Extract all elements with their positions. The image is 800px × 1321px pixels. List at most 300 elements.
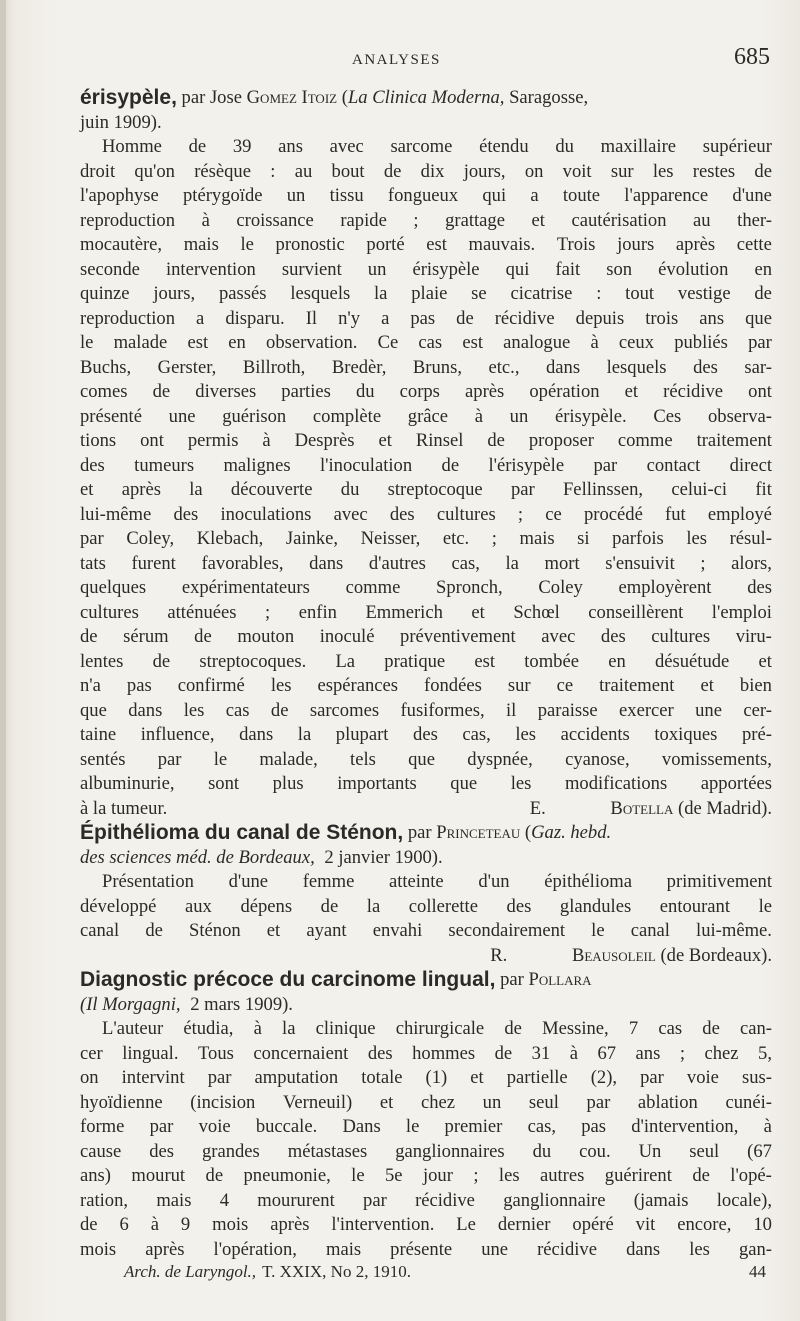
text-word: ;: [473, 1165, 479, 1186]
text-word: l'apophyse: [80, 185, 159, 206]
text-word: le: [758, 895, 772, 917]
text-word: quelques: [80, 577, 147, 598]
text-run: Gomez Itoiz: [246, 87, 338, 108]
text-word: d'un: [478, 871, 510, 892]
text-word: métastases: [287, 1140, 368, 1162]
text-word: du: [555, 136, 574, 157]
text-word: de: [754, 283, 772, 304]
text-word: Emmerich: [365, 601, 443, 623]
text-word: (67: [747, 1140, 772, 1162]
text-word: n'y: [338, 307, 361, 329]
text-line: [80, 160, 772, 185]
text-word: par: [157, 748, 182, 770]
text-word: le: [213, 748, 228, 770]
text-word: employèrent: [618, 577, 712, 598]
text-line: [80, 723, 772, 748]
text-word: primitivement: [666, 871, 772, 892]
text-word: a: [530, 185, 539, 206]
text-word: un: [367, 258, 387, 280]
text-word: et: [470, 1067, 484, 1088]
text-word: gan-: [738, 1238, 772, 1260]
text-word: jour: [422, 1165, 453, 1186]
text-word: de: [194, 626, 212, 647]
text-word: la: [297, 724, 312, 745]
text-word: de: [320, 895, 339, 917]
text-word: Coley: [538, 577, 583, 598]
text-word: Verneuil): [283, 1091, 353, 1113]
text-word: sus-: [741, 1067, 772, 1088]
text-word: de: [702, 1018, 720, 1039]
text-run: à la tumeur.: [80, 797, 168, 819]
text-word: un: [482, 1091, 502, 1113]
text-word: de: [152, 650, 171, 672]
text-line: [80, 1189, 772, 1214]
text-run: juin 1909).: [80, 111, 162, 133]
text-word: cause: [80, 1140, 122, 1162]
text-word: totale: [361, 1067, 403, 1088]
text-line: [80, 968, 772, 993]
text-word: ans: [278, 136, 303, 157]
text-line: [80, 1213, 772, 1238]
text-run: La Clinica Moderna,: [347, 87, 505, 108]
text-word: par: [80, 528, 104, 549]
text-word: récidive: [415, 1189, 475, 1211]
text-word: taine: [80, 724, 117, 745]
text-word: plus: [272, 773, 304, 794]
text-word: amputation: [254, 1067, 339, 1088]
text-word: a: [196, 307, 205, 329]
text-word: traitement: [696, 430, 772, 451]
text-line: [80, 1017, 772, 1042]
text-word: guérison: [222, 405, 287, 427]
text-word: pneumonie,: [243, 1165, 331, 1186]
text-word: contact: [646, 454, 701, 476]
text-word: secondairement: [448, 920, 566, 941]
text-line: [80, 895, 772, 920]
text-word: épithélioma: [544, 871, 633, 892]
text-word: les: [270, 675, 292, 696]
text-word: jours,: [153, 283, 196, 304]
text-line: [80, 797, 772, 822]
text-word: que: [450, 773, 478, 794]
text-word: ganglionnaire: [503, 1189, 606, 1211]
text-word: hyoïdienne: [80, 1091, 163, 1113]
text-word: qu'on: [134, 160, 175, 182]
text-word: des: [600, 626, 626, 647]
text-word: Bredèr,: [331, 356, 387, 378]
text-word: favorables,: [201, 552, 284, 574]
text-word: à: [201, 209, 210, 231]
body-text: [80, 86, 772, 1262]
text-word: résèque: [194, 160, 251, 182]
text-run: (de Madrid).: [673, 797, 772, 819]
text-word: une: [695, 699, 722, 721]
text-word: grattage: [445, 209, 505, 231]
text-word: d'une: [732, 185, 772, 206]
text-line: [80, 307, 772, 332]
text-word: premier: [444, 1116, 503, 1137]
text-line: [80, 233, 772, 258]
text-word: L'auteur: [102, 1018, 164, 1039]
text-word: du: [355, 381, 375, 402]
text-word: procédé: [583, 503, 643, 525]
text-word: de: [80, 626, 98, 647]
text-word: (incision: [190, 1091, 256, 1113]
text-word: ;: [413, 209, 419, 231]
text-run: par: [403, 822, 437, 843]
text-word: récidive: [663, 381, 724, 402]
text-word: Schœl: [513, 601, 560, 623]
text-run: des sciences méd. de Bordeaux,: [80, 846, 315, 868]
text-word: voie: [686, 1067, 719, 1088]
text-word: développé: [80, 895, 157, 917]
text-word: Ce: [377, 332, 399, 353]
text-run: Princeteau: [436, 822, 521, 843]
text-word: un: [509, 405, 529, 427]
text-word: reproduction: [80, 307, 176, 329]
text-word: 4: [219, 1189, 230, 1211]
text-word: seul: [528, 1091, 559, 1113]
text-word: mais: [325, 1238, 362, 1260]
text-word: jours: [617, 234, 655, 255]
text-word: bout: [331, 160, 365, 182]
text-word: cultures: [80, 601, 139, 623]
text-word: inoculations: [220, 503, 312, 525]
text-word: modifications: [564, 773, 668, 794]
text-run: par Jose: [176, 87, 247, 108]
text-word: l'intervention.: [331, 1214, 435, 1235]
text-word: récidive: [494, 307, 555, 329]
text-word: aux: [185, 895, 212, 917]
text-run: 2 janvier 1900).: [319, 846, 443, 868]
text-word: cas,: [462, 724, 491, 745]
text-word: érisypèle: [412, 258, 480, 280]
text-line: [80, 86, 772, 111]
text-word: étendu: [479, 136, 529, 157]
text-word: tout: [625, 283, 655, 304]
text-word: le: [405, 1116, 420, 1137]
text-word: de: [80, 1214, 98, 1235]
text-word: lingual.: [122, 1042, 179, 1064]
footer: [80, 1262, 772, 1287]
text-run: Saragosse,: [504, 87, 589, 108]
text-word: de: [145, 920, 163, 941]
text-word: encore,: [677, 1214, 732, 1235]
text-word: présente: [390, 1238, 453, 1260]
text-word: après: [121, 479, 161, 500]
text-line: [80, 282, 772, 307]
text-word: 7: [628, 1018, 639, 1039]
text-word: des: [389, 503, 415, 525]
text-word: dernier: [497, 1214, 551, 1235]
text-line: [80, 944, 772, 969]
text-word: à: [474, 405, 483, 427]
text-word: 31: [531, 1042, 551, 1064]
text-line: [80, 454, 772, 479]
text-word: seul: [689, 1140, 720, 1162]
text-word: de: [494, 1042, 513, 1064]
text-word: un: [286, 185, 306, 206]
text-word: voit: [562, 160, 592, 182]
text-word: à: [150, 1214, 159, 1235]
text-word: toute: [562, 185, 601, 206]
text-word: la: [374, 283, 388, 304]
text-word: dans: [309, 552, 344, 574]
text-word: croissance: [236, 209, 314, 231]
page-number: 685: [734, 44, 770, 70]
text-word: Fellinssen,: [562, 479, 644, 500]
text-word: vit: [635, 1214, 656, 1235]
text-word: ceux: [618, 332, 655, 353]
footer-volume: T. XXIX, No 2, 1910.: [262, 1262, 411, 1281]
text-word: (2),: [590, 1067, 618, 1088]
text-word: pas: [581, 1116, 606, 1137]
text-word: l'inoculation: [319, 454, 413, 476]
text-word: est: [426, 234, 447, 255]
text-word: l'opé-: [730, 1165, 772, 1186]
text-word: analogue: [503, 332, 571, 353]
text-line: [80, 576, 772, 601]
text-word: plupart: [335, 724, 389, 745]
text-line: [80, 209, 772, 234]
text-line: [80, 552, 772, 577]
text-word: Rinsel: [415, 430, 464, 451]
text-word: observa-: [707, 405, 772, 427]
text-word: et: [378, 430, 392, 451]
text-word: confirmé: [177, 675, 245, 696]
text-word: d'une: [228, 871, 269, 892]
text-word: 10: [753, 1214, 772, 1235]
text-word: à: [590, 332, 599, 353]
text-word: proposer: [528, 430, 594, 451]
text-word: tissu: [329, 185, 364, 206]
text-word: sur: [610, 160, 634, 182]
text-word: par: [363, 1189, 387, 1211]
text-word: ;: [491, 528, 497, 549]
text-word: Le: [456, 1214, 476, 1235]
text-word: Neisser,: [360, 528, 421, 549]
text-word: de: [754, 160, 772, 182]
text-word: des: [693, 356, 718, 378]
text-word: etc.,: [488, 356, 520, 378]
text-word: et: [700, 675, 714, 696]
text-word: ce: [556, 675, 574, 696]
text-word: ont: [140, 430, 164, 451]
text-word: après: [145, 1238, 185, 1260]
text-word: cer-: [743, 699, 772, 721]
text-word: une: [168, 405, 196, 427]
text-word: en: [608, 650, 626, 672]
text-word: de: [188, 136, 207, 157]
text-line: [80, 870, 772, 895]
text-word: locale),: [716, 1189, 772, 1211]
text-word: corps: [399, 381, 440, 402]
text-word: les: [183, 699, 205, 721]
text-word: diverses: [195, 381, 257, 402]
text-word: passés: [219, 283, 267, 304]
text-line: [80, 699, 772, 724]
text-word: par: [593, 454, 618, 476]
footer-journal: Arch. de Laryngol.,: [124, 1262, 257, 1281]
text-run: Gaz. hebd.: [531, 822, 612, 843]
text-word: restes: [692, 160, 736, 182]
text-word: concernaient: [253, 1042, 349, 1064]
text-word: fondées: [424, 675, 482, 696]
text-word: mourut: [131, 1165, 186, 1186]
text-word: 67: [597, 1042, 617, 1064]
text-line: [80, 772, 772, 797]
text-word: cas,: [451, 552, 480, 574]
text-word: et: [471, 601, 485, 623]
text-word: intervint: [121, 1067, 185, 1088]
text-word: chirurgicale: [395, 1018, 485, 1039]
text-word: Billroth,: [242, 356, 306, 378]
text-word: des: [80, 454, 105, 476]
article-heading: Diagnostic précoce du carcinome lingual,: [80, 968, 496, 991]
text-word: ans): [80, 1165, 111, 1186]
text-word: lui-même.: [696, 920, 772, 941]
text-line: [80, 429, 772, 454]
text-word: cyanose,: [565, 748, 630, 770]
text-word: bien: [739, 675, 772, 696]
text-word: mais: [519, 528, 555, 549]
text-word: sérum: [123, 626, 169, 647]
text-word: survient: [281, 258, 342, 280]
text-word: se: [471, 283, 487, 304]
text-word: le: [80, 332, 94, 353]
text-word: buccale.: [255, 1116, 318, 1137]
text-word: hommes: [412, 1042, 476, 1064]
text-word: les: [515, 724, 537, 745]
text-word: est: [474, 650, 496, 672]
text-word: etc.: [442, 528, 470, 549]
text-word: supérieur: [702, 136, 772, 157]
text-word: mocautère,: [80, 234, 163, 255]
text-word: ce: [545, 503, 562, 525]
text-word: du: [532, 1140, 552, 1162]
text-word: sarcome: [390, 136, 453, 157]
article-heading: Épithélioma du canal de Sténon,: [80, 821, 404, 844]
text-word: cunéi-: [725, 1091, 772, 1113]
text-word: importants: [337, 773, 417, 794]
text-word: le: [351, 1165, 365, 1186]
text-line: [80, 601, 772, 626]
text-word: 6: [119, 1214, 129, 1235]
text-word: Bruns,: [412, 356, 462, 378]
text-word: entourant: [659, 895, 730, 917]
text-word: ans: [635, 1042, 661, 1064]
text-word: tions: [80, 430, 117, 451]
text-word: vomissements,: [661, 748, 772, 770]
text-word: jours,: [463, 160, 506, 182]
text-word: dix: [420, 160, 445, 182]
text-run: (: [337, 87, 348, 108]
text-word: Dans: [342, 1116, 381, 1137]
text-word: vestige: [677, 283, 731, 304]
text-word: et: [80, 479, 94, 500]
text-word: qui: [482, 185, 507, 206]
text-word: Sténon: [189, 920, 241, 941]
text-word: par: [748, 332, 772, 353]
text-word: albuminurie,: [80, 773, 175, 794]
text-word: sar-: [744, 356, 772, 378]
text-word: des: [413, 724, 438, 745]
text-word: de: [152, 381, 171, 402]
text-word: tels: [350, 748, 376, 770]
text-word: par: [586, 1091, 611, 1113]
text-word: et: [379, 1091, 394, 1113]
text-word: avec: [329, 136, 364, 157]
text-word: La: [335, 650, 356, 672]
text-word: trois: [645, 307, 679, 329]
text-word: guérirent: [604, 1165, 672, 1186]
text-word: traitement: [599, 675, 675, 696]
text-word: le: [240, 234, 254, 255]
text-word: clinique: [315, 1018, 376, 1039]
text-line: [80, 380, 772, 405]
text-line: [80, 846, 772, 871]
text-word: qui: [505, 258, 530, 280]
text-word: évolution: [658, 258, 729, 280]
text-word: mort: [544, 552, 580, 574]
text-line: [80, 674, 772, 699]
text-word: Coley,: [126, 528, 175, 549]
text-run: (: [520, 822, 532, 843]
text-word: est: [187, 332, 209, 353]
text-line: [80, 748, 772, 773]
text-word: par: [640, 1067, 664, 1088]
text-word: pré-: [741, 724, 772, 745]
text-word: reproduction: [80, 209, 176, 231]
text-word: des: [506, 895, 532, 917]
text-word: et: [624, 381, 639, 402]
text-word: canal: [80, 920, 120, 941]
text-word: streptocoques.: [199, 650, 307, 672]
text-word: au: [693, 209, 711, 231]
text-word: envahi: [372, 920, 423, 941]
text-word: la: [366, 895, 381, 917]
text-word: les: [652, 160, 674, 182]
text-word: mauvais.: [468, 234, 536, 255]
text-word: que: [408, 748, 435, 770]
text-run: Beausoleil: [571, 944, 656, 966]
text-word: fit: [755, 479, 772, 500]
text-word: moururent: [257, 1189, 335, 1211]
text-word: que: [80, 699, 107, 721]
text-word: de: [504, 1018, 522, 1039]
text-word: son: [606, 258, 633, 280]
text-line: [80, 258, 772, 283]
text-word: canal: [630, 920, 670, 941]
text-word: sarcomes: [309, 699, 380, 721]
text-word: Buchs,: [80, 356, 132, 378]
text-word: ganglionnaires: [395, 1140, 505, 1162]
text-word: il: [506, 699, 517, 721]
text-word: le: [591, 920, 605, 941]
text-word: fusiformes,: [400, 699, 485, 721]
text-word: de: [456, 307, 474, 329]
text-run: par: [495, 969, 529, 990]
text-word: étudia,: [183, 1018, 234, 1039]
text-word: des: [173, 503, 199, 525]
text-word: (1): [425, 1067, 448, 1088]
text-word: par: [510, 479, 535, 500]
text-line: [80, 135, 772, 160]
text-run: (Il Morgagni,: [80, 993, 181, 1015]
text-line: [80, 821, 772, 846]
text-word: dans: [626, 1238, 661, 1260]
text-word: et: [758, 650, 772, 672]
